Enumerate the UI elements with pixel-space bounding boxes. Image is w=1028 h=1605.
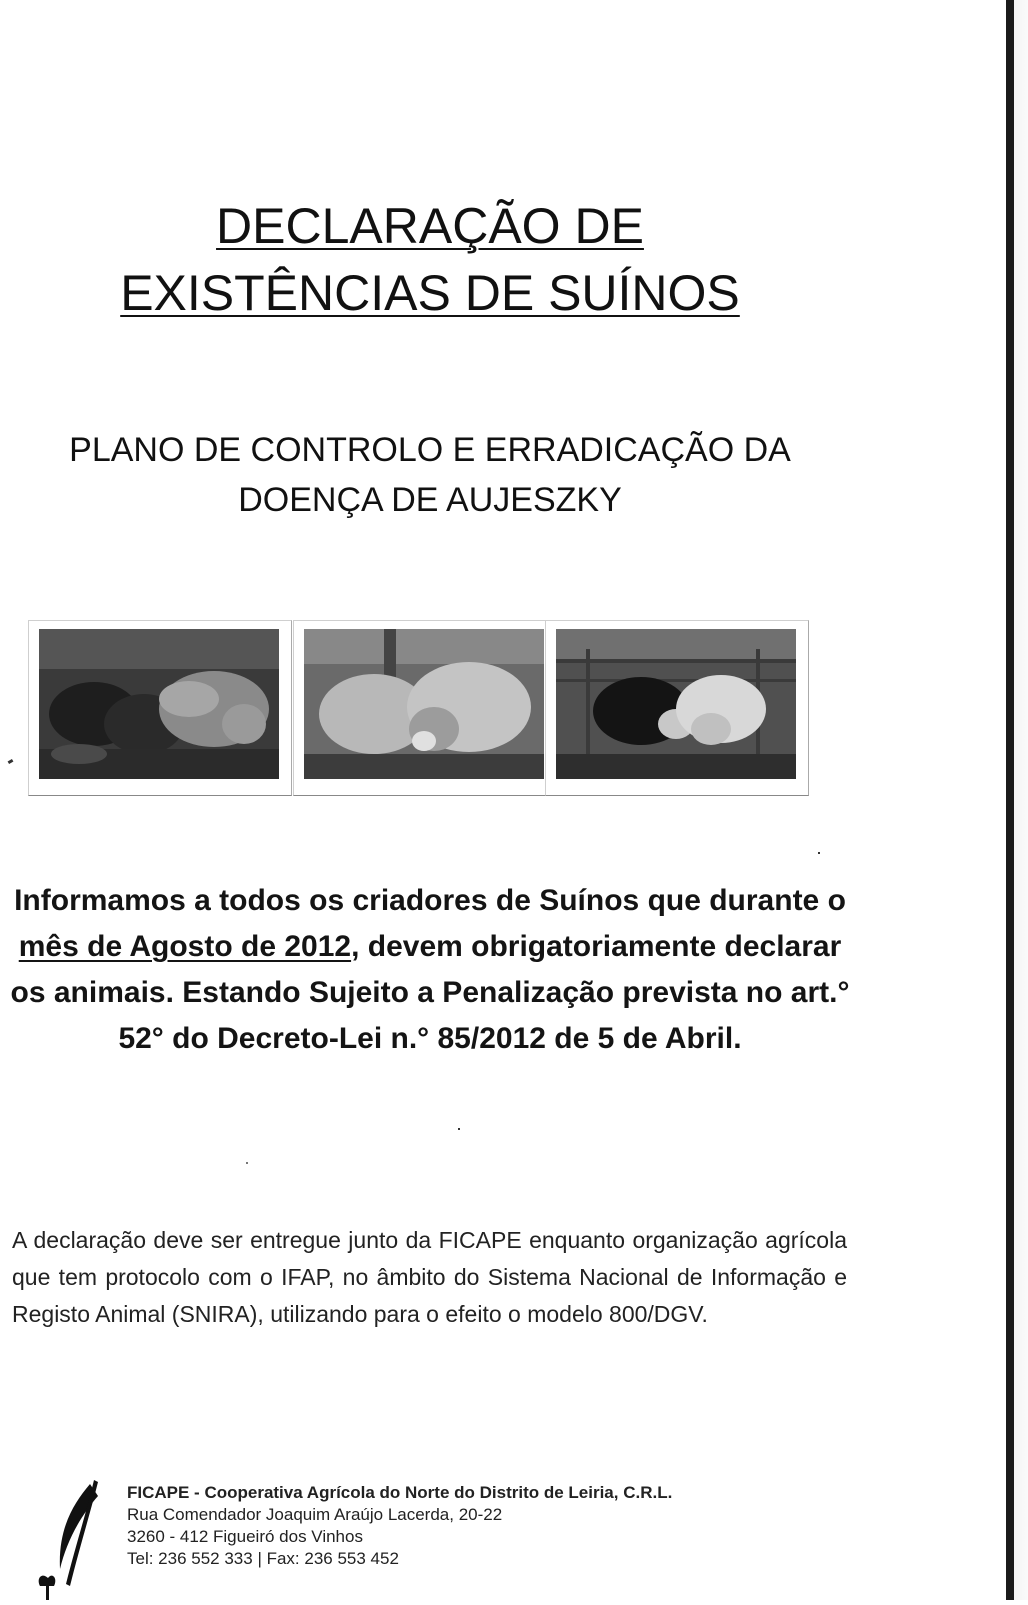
subtitle-line-2: DOENÇA DE AUJESZKY [238,481,622,519]
footer-city: 3260 - 412 Figueiró dos Vinhos [127,1527,363,1546]
scan-speck [246,1162,248,1164]
footer-contact [127,1482,672,1570]
footer-org-name: FICAPE - Cooperativa Agrícola do Norte do Distrito de Leiria, C.R.L. [127,1483,673,1502]
subtitle-line-1: PLANO DE CONTROLO E ERRADICAÇÃO DA [69,431,791,469]
scan-speck [818,852,820,854]
notice-part-2: , devem obrigatoriamente declarar os animais. Estando Sujeito a Penalização prevista no art.° 52° do Decreto-Lei n.° 85/2012 de 5 de Abril. [10,930,850,1055]
footer-phone-fax: Tel: 236 552 333 | Fax: 236 553 452 [127,1549,399,1568]
footer-address: Rua Comendador Joaquim Araújo Lacerda, 20-22 [127,1505,503,1524]
scan-edge-shadow [1006,0,1028,1600]
pig-photo-2 [304,629,544,779]
document-title [0,193,860,327]
photo-frame-2 [293,620,557,796]
title-line-1: DECLARAÇÃO DE [216,198,644,254]
pig-photo-1 [39,629,279,779]
document-subtitle [0,425,860,525]
photo-frame-1 [28,620,292,796]
notice-text [0,878,860,1062]
notice-part-1: Informamos a todos os criadores de Suínos que durante o [14,884,846,917]
instructions-paragraph: A declaração deve ser entregue junto da FICAPE enquanto organização agrícola que tem protocolo com o IFAP, no âmbito do Sistema Nacional de Informação e Registo Animal (SNIRA), utilizando para o efeito o modelo 800/DGV. [12,1227,847,1327]
ficape-logo [28,1474,118,1600]
pig-photo-3 [556,629,796,779]
notice-highlight: mês de Agosto de 2012 [18,930,352,963]
scan-speck [8,759,14,764]
photo-frame-3 [545,620,809,796]
title-line-2: EXISTÊNCIAS DE SUÍNOS [120,265,740,321]
scan-speck [458,1128,460,1130]
